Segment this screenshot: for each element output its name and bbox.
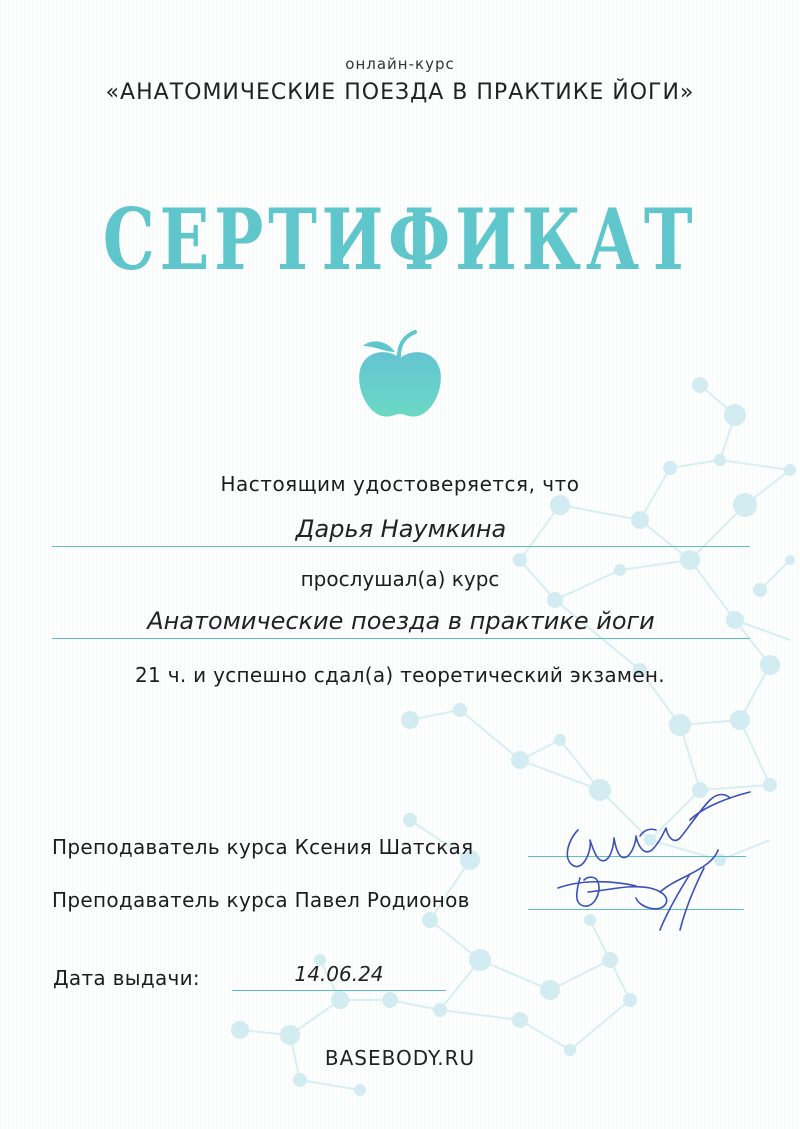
teacher-2-label: Преподаватель курса Павел Родионов — [52, 888, 470, 912]
apple-icon — [355, 328, 445, 423]
handwritten-signatures — [540, 780, 780, 950]
course-type-label: онлайн-курс — [345, 55, 455, 73]
issue-date-label: Дата выдачи: — [53, 966, 200, 990]
course-name: Анатомические поезда в практике йоги — [52, 604, 750, 639]
certificate-title: СЕРТИФИКАТ — [102, 190, 698, 289]
course-title-header: «АНАТОМИЧЕСКИЕ ПОЕЗДА В ПРАКТИКЕ ЙОГИ» — [105, 80, 695, 105]
hours-exam-text: 21 ч. и успешно сдал(а) теоретический экзамен. — [135, 663, 665, 687]
completed-course-text: прослушал(а) курс — [300, 567, 500, 591]
certifies-text: Настоящим удостоверяется, что — [220, 472, 580, 496]
website-footer: BASEBODY.RU — [324, 1046, 476, 1070]
issue-date-value: 14.06.24 — [232, 958, 446, 991]
recipient-name: Дарья Наумкина — [52, 512, 750, 547]
teacher-1-label: Преподаватель курса Ксения Шатская — [52, 835, 474, 859]
